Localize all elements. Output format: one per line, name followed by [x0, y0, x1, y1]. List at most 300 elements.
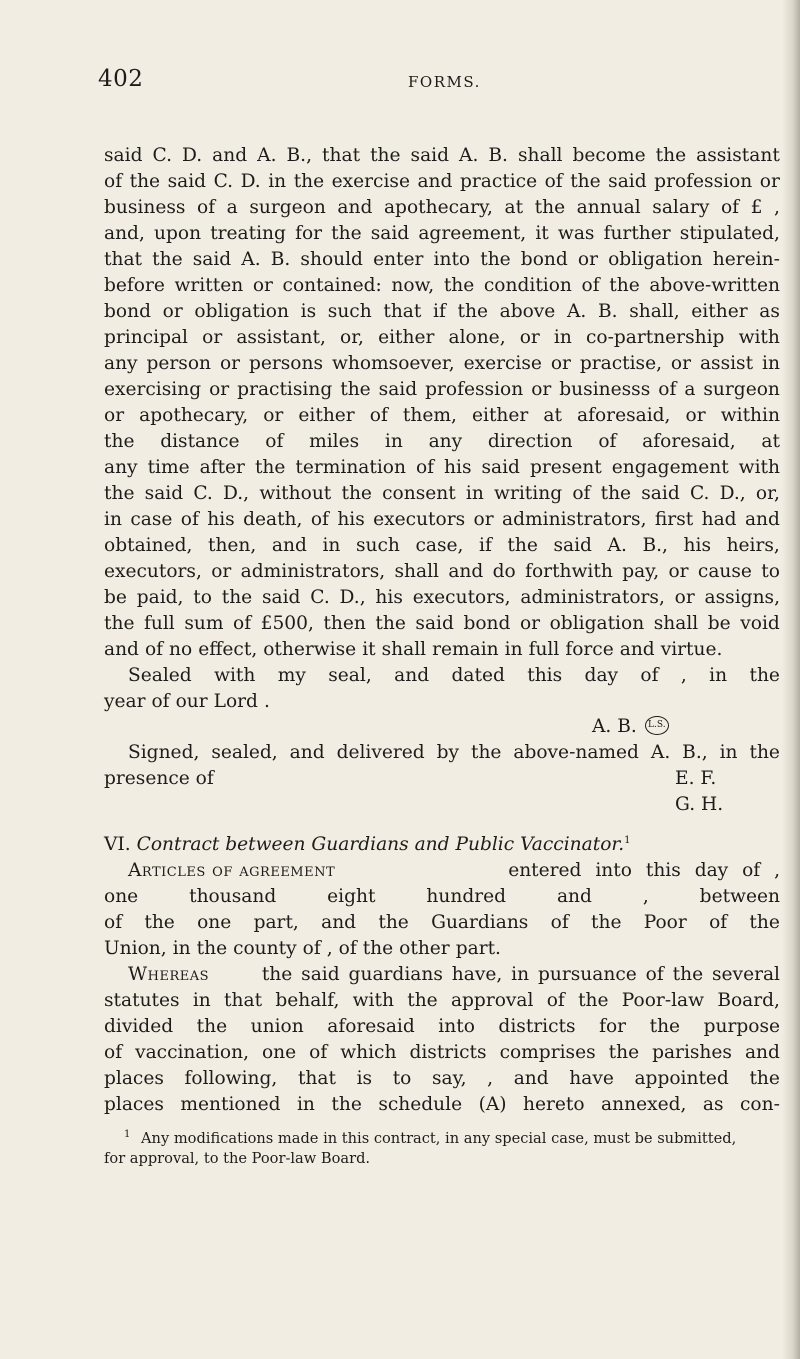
word: exercise [463, 353, 542, 374]
word: salary [652, 197, 710, 218]
word: in [268, 171, 287, 192]
section-title: Contract between Guardians and Public Vaccinator. [136, 834, 625, 855]
word: the [407, 990, 438, 1011]
bond-line [104, 195, 780, 221]
bond-line [104, 455, 780, 481]
word: said [192, 249, 232, 270]
word: upon [154, 223, 202, 244]
word: then [323, 613, 366, 634]
word: bond [520, 249, 568, 270]
word: aforesaid, [642, 431, 736, 452]
word: or [211, 561, 232, 582]
articles-line [104, 936, 780, 962]
word: or [531, 379, 552, 400]
word: within [720, 405, 780, 426]
word: of [265, 431, 284, 452]
word: districts [498, 1016, 576, 1037]
signed-block [104, 740, 780, 766]
word: become [572, 145, 646, 166]
footnote-line-2: for approval, to the Poor-law Board. [104, 1150, 371, 1167]
word: of [572, 483, 591, 504]
word: con- [740, 1094, 780, 1115]
word: herein- [712, 249, 780, 270]
word: , [487, 1068, 494, 1089]
word: or [104, 405, 125, 426]
bond-line [104, 299, 780, 325]
bond-line [104, 377, 780, 403]
word: the [578, 990, 609, 1011]
word: miles [309, 431, 360, 452]
word: exercise [331, 171, 410, 192]
word: administrators, [240, 561, 386, 582]
word: the [600, 483, 632, 504]
word: death, [243, 509, 303, 530]
word: dated [451, 665, 505, 686]
word: into [438, 1016, 475, 1037]
section-heading [104, 832, 631, 858]
footnote-text-1: Any modifications made in this contract, in any special case, must be submitted, [141, 1130, 737, 1147]
word: said [104, 145, 143, 166]
word: bond [463, 613, 511, 634]
word: C. [213, 171, 234, 192]
word: the [196, 938, 228, 959]
word: had [701, 509, 737, 530]
word: mentioned [180, 1094, 281, 1115]
whereas-lines [104, 988, 780, 1118]
word: that [322, 145, 361, 166]
word: of [310, 509, 329, 530]
word: in [296, 1094, 315, 1115]
word: either [691, 301, 748, 322]
word: places [104, 1068, 164, 1089]
articles-line-1 [104, 858, 780, 884]
word: and [104, 639, 139, 660]
word: day [584, 665, 619, 686]
word: the [331, 1094, 362, 1115]
word: , [326, 938, 333, 959]
word: said [144, 483, 184, 504]
bond-line [104, 611, 780, 637]
word: shall [517, 145, 563, 166]
word: A. [566, 301, 587, 322]
word: or [519, 327, 540, 348]
word: first [654, 509, 694, 530]
signature-ab [592, 714, 669, 740]
word: for [599, 1016, 627, 1037]
word: direction [487, 431, 573, 452]
word: force [565, 639, 614, 660]
word: and [448, 561, 484, 582]
footnote [104, 1129, 780, 1169]
word: condition [483, 275, 572, 296]
word: practice [459, 171, 538, 192]
word: the [370, 145, 401, 166]
word: administrators, [520, 587, 665, 608]
word: D. [182, 145, 203, 166]
word: by [436, 742, 460, 763]
word: surgeon [249, 197, 326, 218]
word: in [172, 938, 191, 959]
word: termination [295, 457, 406, 478]
word: say, [431, 1068, 467, 1089]
articles-line-1-rest: entered into this day of , [508, 860, 780, 881]
word: have [569, 1068, 614, 1089]
word: districts [409, 1042, 487, 1063]
word: that [383, 301, 422, 322]
word: engagement [611, 457, 729, 478]
word: that [104, 249, 143, 270]
whereas-line-1 [104, 962, 780, 988]
word: if [433, 301, 446, 322]
word: A. [459, 145, 479, 166]
word: the [378, 912, 409, 933]
word: any [104, 353, 138, 374]
word: or [162, 301, 183, 322]
word: Lord [213, 691, 258, 712]
word: A. [650, 742, 671, 763]
word: that [224, 990, 263, 1011]
word: comprises [499, 1042, 596, 1063]
word: co-partnership [585, 327, 725, 348]
word: administrators, [502, 509, 647, 530]
word: my [277, 665, 306, 686]
word: part. [455, 938, 501, 959]
word: the [152, 249, 183, 270]
sealed-line-1 [104, 663, 780, 689]
bond-condition-paragraph [104, 143, 780, 663]
word: of [550, 912, 569, 933]
word: assist [699, 353, 754, 374]
page-number: 402 [98, 66, 144, 92]
word: Signed, [128, 742, 200, 763]
word: do [492, 561, 516, 582]
word: or [577, 249, 598, 270]
word: and [337, 197, 373, 218]
word: practise, [579, 353, 662, 374]
word: in [553, 327, 572, 348]
word: of [233, 613, 252, 634]
word: stipulated, [679, 223, 780, 244]
word: effect, [198, 639, 258, 660]
word: sealed, [211, 742, 278, 763]
word: as [702, 1094, 724, 1115]
word: and [212, 145, 248, 166]
word: into [433, 249, 471, 270]
word: statutes [104, 990, 180, 1011]
word: B. [270, 249, 291, 270]
word: the [749, 665, 780, 686]
word: virtue. [660, 639, 723, 660]
word: business [104, 197, 186, 218]
word: in [104, 509, 122, 530]
word: and [289, 742, 325, 763]
word: or [759, 171, 780, 192]
footnote-mark: 1 [124, 1129, 131, 1141]
word: apothecary, [383, 197, 493, 218]
word: his [683, 535, 711, 556]
word: enter [373, 249, 424, 270]
word: D. [240, 171, 261, 192]
word: further [603, 223, 671, 244]
word: of [658, 379, 677, 400]
word: hereto [523, 1094, 585, 1115]
word: the [749, 742, 780, 763]
word: shall [394, 561, 439, 582]
word: practising [237, 379, 333, 400]
word: the [362, 938, 394, 959]
whereas-line [104, 1092, 780, 1118]
word: or [670, 353, 692, 374]
sealed-block [104, 663, 780, 715]
word: of [302, 938, 321, 959]
word: (A) [478, 1094, 507, 1115]
articles-lines [104, 884, 780, 962]
word: after [199, 457, 245, 478]
word: executors [373, 509, 466, 530]
word: eight [327, 886, 376, 907]
word: said [608, 171, 647, 192]
word: of [104, 912, 123, 933]
word: vaccination, [135, 1042, 249, 1063]
word: principal [104, 327, 189, 348]
word: A. [241, 249, 261, 270]
word: the [254, 457, 286, 478]
bond-line [104, 533, 780, 559]
bond-line [104, 351, 780, 377]
word: for [295, 223, 323, 244]
word: the [443, 275, 475, 296]
word: executors, [412, 587, 511, 608]
word: parishes [652, 1042, 732, 1063]
word: D., [719, 483, 746, 504]
word: cause [697, 561, 752, 582]
word: hundred [426, 886, 507, 907]
word: obligation [194, 301, 289, 322]
word: seal, [328, 665, 372, 686]
word: profession [425, 379, 524, 400]
word: . [263, 691, 270, 712]
word: or [519, 613, 541, 634]
word: Board, [717, 990, 780, 1011]
word: above [499, 301, 556, 322]
articles-line [104, 884, 780, 910]
word: the [470, 742, 502, 763]
word: other [399, 938, 450, 959]
word: of [151, 691, 170, 712]
word: if [479, 535, 492, 556]
word: year [104, 691, 146, 712]
word: of [338, 938, 357, 959]
word: the [341, 483, 372, 504]
word: annexed, [601, 1094, 687, 1115]
word: remain [432, 639, 499, 660]
word: between [699, 886, 780, 907]
word: in [192, 990, 211, 1011]
word: said [553, 535, 592, 556]
word: and [271, 535, 307, 556]
word: or [674, 587, 695, 608]
word: exercising [104, 379, 202, 400]
word: to [193, 587, 212, 608]
bond-line [104, 637, 780, 663]
whereas-line [104, 1014, 780, 1040]
bond-line [104, 325, 780, 351]
word: or [252, 275, 273, 296]
word: in [719, 742, 738, 763]
word: whomsoever, [331, 353, 455, 374]
word: D., [339, 587, 366, 608]
word: a [226, 197, 238, 218]
word: alone, [448, 327, 506, 348]
word: B. [597, 301, 618, 322]
word: or, [340, 327, 364, 348]
word: the [480, 249, 511, 270]
word: of [598, 431, 617, 452]
word: in [709, 665, 728, 686]
word: full [528, 639, 560, 660]
word: case [130, 509, 173, 530]
word: , [680, 665, 687, 686]
word: it [535, 223, 549, 244]
presence-of: presence of [104, 768, 214, 789]
word: divided [104, 1016, 174, 1037]
word: surgeon [703, 379, 780, 400]
bond-line [104, 403, 780, 429]
word: , [642, 886, 649, 907]
word: any [428, 431, 463, 452]
word: behalf, [275, 990, 340, 1011]
word: said [415, 613, 454, 634]
word: A. [257, 145, 277, 166]
word: obligation [549, 613, 645, 634]
word: following, [184, 1068, 278, 1089]
whereas-line [104, 1040, 780, 1066]
bond-line [104, 273, 780, 299]
word: with [352, 990, 394, 1011]
word: of [581, 275, 600, 296]
word: shall [653, 613, 699, 634]
word: or [550, 353, 571, 374]
running-head: FORMS. [408, 73, 481, 91]
word: either [472, 405, 529, 426]
word: part, [253, 912, 299, 933]
word: without [259, 483, 332, 504]
word: executors, [104, 561, 202, 582]
bond-line [104, 507, 780, 533]
word: of [640, 665, 659, 686]
word: of [369, 405, 388, 426]
word: no [169, 639, 193, 660]
word: of [709, 912, 728, 933]
word: and [619, 639, 655, 660]
word: the [507, 535, 538, 556]
witness-gh: G. H. [675, 794, 724, 815]
word: and [744, 1042, 780, 1063]
word: with [738, 327, 780, 348]
word: businesss [559, 379, 651, 400]
word: contained: [282, 275, 382, 296]
bond-line [104, 481, 780, 507]
word: of [197, 197, 216, 218]
word: £ [750, 197, 763, 218]
word: his [375, 587, 403, 608]
word: our [175, 691, 208, 712]
word: case, [415, 535, 464, 556]
word: assistant [696, 145, 780, 166]
page-edge-shadow [782, 0, 800, 1359]
word: apothecary, [139, 405, 249, 426]
word: writing [494, 483, 563, 504]
word: then, [207, 535, 257, 556]
word: the [749, 1068, 780, 1089]
word: union [250, 1016, 304, 1037]
word: or [209, 379, 230, 400]
articles-opening: Articles of agreement [128, 860, 336, 881]
word: treating [210, 223, 286, 244]
word: and [556, 886, 592, 907]
word: the [104, 613, 135, 634]
whereas-paragraph [104, 962, 780, 1118]
word: such [327, 301, 372, 322]
word: and [744, 509, 780, 530]
word: any [104, 457, 138, 478]
word: aforesaid, [577, 405, 671, 426]
word: that [297, 1068, 336, 1089]
word: otherwise [263, 639, 357, 660]
word: profession [654, 171, 753, 192]
word: Sealed [128, 665, 192, 686]
word: of [546, 990, 565, 1011]
word: said [481, 457, 520, 478]
word: before [104, 275, 165, 296]
word: was [557, 223, 595, 244]
word: said [378, 379, 418, 400]
word: assistant, [236, 327, 326, 348]
word: the [129, 171, 161, 192]
word: of [544, 171, 563, 192]
word: with [738, 457, 780, 478]
word: in [322, 535, 341, 556]
word: be [104, 587, 127, 608]
word: shall, [629, 301, 680, 322]
word: one [104, 886, 139, 907]
whereas-line-1-rest: the said guardians have, in pursuance of the several [261, 964, 780, 985]
word: above-named [513, 742, 639, 763]
word: of [309, 1042, 328, 1063]
word: the [331, 223, 362, 244]
word: approval [450, 990, 534, 1011]
word: above-written [649, 275, 780, 296]
word: of [415, 457, 435, 478]
word: said [370, 223, 410, 244]
signature-name: A. B. [592, 716, 637, 737]
word: or, [755, 483, 780, 504]
articles-line [104, 910, 780, 936]
word: places [104, 1094, 164, 1115]
articles-paragraph [104, 858, 780, 962]
word: aforesaid [327, 1016, 415, 1037]
word: present [529, 457, 602, 478]
word: to [392, 1068, 412, 1089]
word: the [649, 1016, 681, 1037]
bond-line [104, 221, 780, 247]
footnote-line-1 [104, 1129, 780, 1149]
word: or [202, 327, 223, 348]
word: his [444, 457, 472, 478]
word: it [362, 639, 376, 660]
word: written [174, 275, 244, 296]
word: delivered [336, 742, 425, 763]
